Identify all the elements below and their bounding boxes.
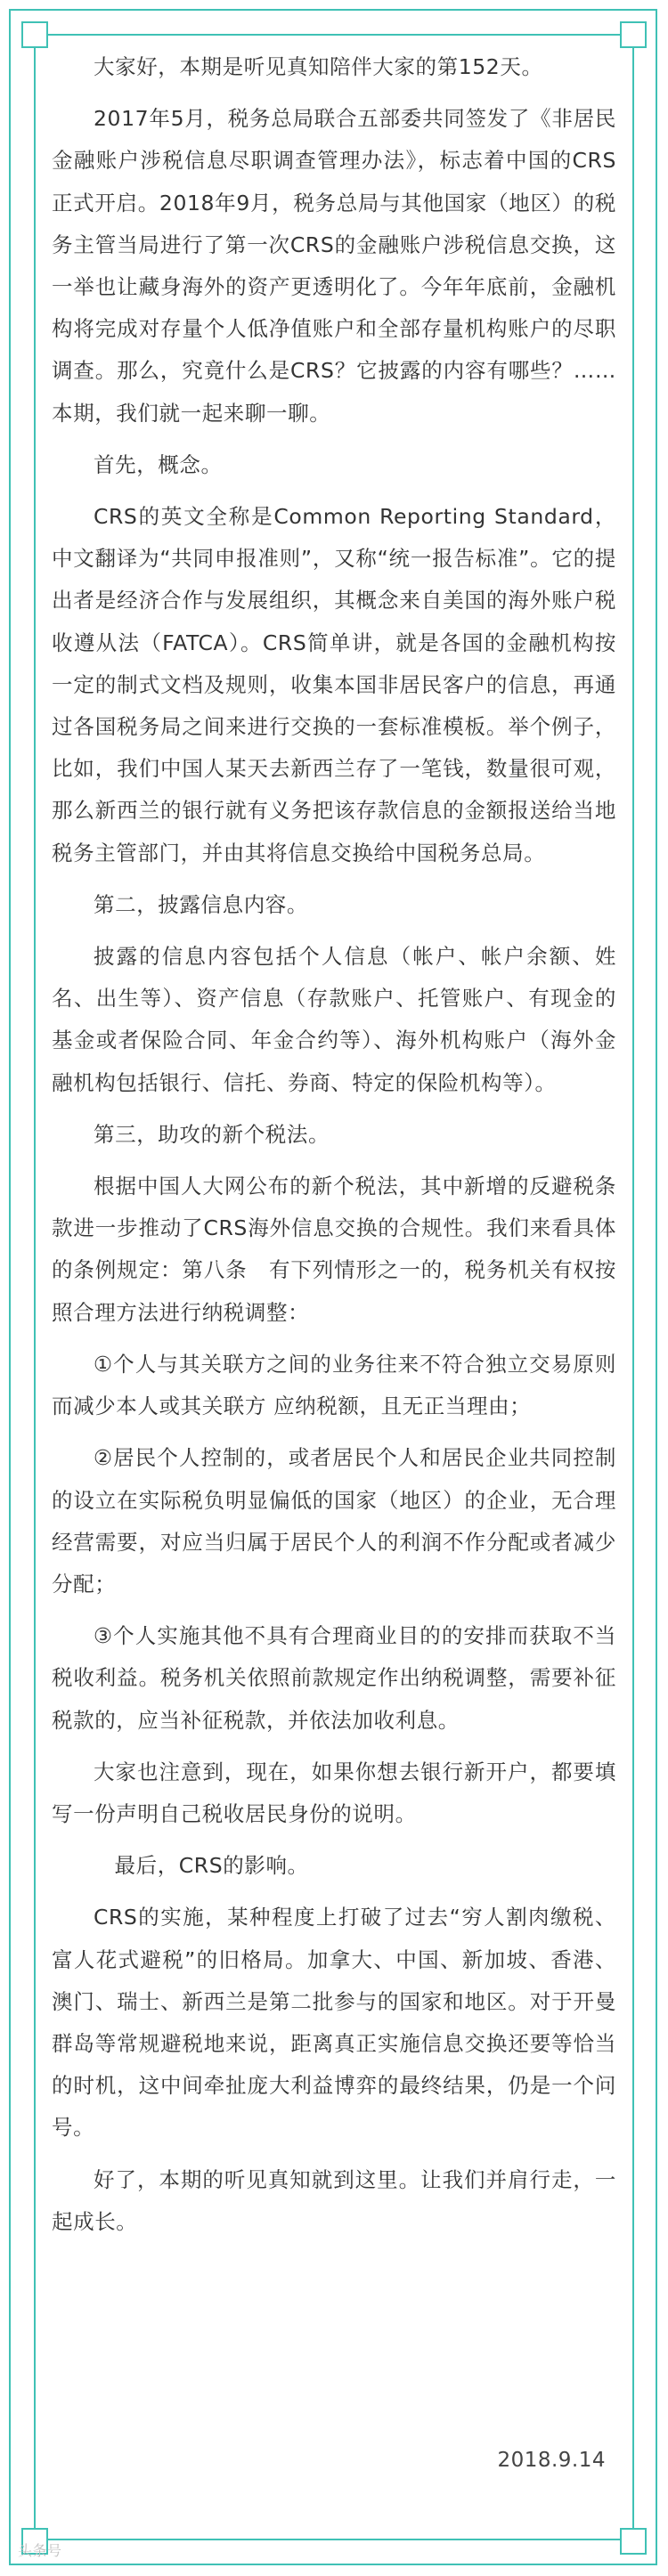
closing-paragraph: 好了，本期的听见真知就到这里。让我们并肩行走，一起成长。 bbox=[52, 2166, 616, 2234]
bank-account-note: 大家也注意到，现在，如果你想去银行新开户，都要填写一份声明自己税收居民身份的说明。 bbox=[52, 1759, 616, 1826]
disclosure-paragraph: 披露的信息内容包括个人信息（帐户、帐户余额、姓名、出生等）、资产信息（存款账户、托管账户、有现金的基金或者保险合同、年金合约等）、海外机构账户（海外金融机构包括银行、信托、券商、特定的保险机构等）。 bbox=[52, 944, 616, 1095]
concept-paragraph: CRS的英文全称是Common Reporting Standard，中文翻译为“共同申报准则”，又称“统一报告标准”。它的提出者是经济合作与发展组织，其概念来自美国的海外账户税收遵从法（FATCA）。CRS简单讲，就是各国的金融机构按一定的制式文档及规则，收集本国非居民客户的信息，再通过各国税务局之间来进行交换的一套标准模板。举个例子，比如，我们中国人某天去新西兰存了一笔钱，数量很可观，那么新西兰的银行就有义务把该存款信息的金额报送给当地税务主管部门，并由其将信息交换给中国税务总局。 bbox=[52, 504, 616, 865]
intro-paragraph: 2017年5月，税务总局联合五部委共同签发了《非居民金融账户涉税信息尽职调查管理办法》，标志着中国的CRS正式开启。2018年9月，税务总局与其他国家（地区）的税务主管当局进行了第一次CRS的金融账户涉税信息交换，这一举也让藏身海外的资产更透明化了。今年年底前，金融机构将完成对存量个人低净值账户和全部存量机构账户的尽职调查。那么，究竟什么是CRS？它披露的内容有哪些？……本期，我们就一起来聊一聊。 bbox=[52, 106, 616, 426]
corner-ornament-top-right bbox=[620, 21, 647, 48]
corner-ornament-top-left bbox=[21, 21, 48, 48]
article-body bbox=[52, 46, 616, 2253]
impact-paragraph: CRS的实施，某种程度上打破了过去“穷人割肉缴税、富人花式避税”的旧格局。加拿大、中国、新加坡、香港、澳门、瑞士、新西兰是第二批参与的国家和地区。对于开曼群岛等常规避税地来说，距离真正实施信息交换还要等恰当的时机，这中间牵扯庞大利益博弈的最终结果，仍是一个问号。 bbox=[52, 1905, 616, 2141]
rule-item-1: ①个人与其关联方之间的业务往来不符合独立交易原则而减少本人或其关联方 应纳税额，且无正当理由； bbox=[52, 1351, 616, 1419]
rule-item-2: ②居民个人控制的，或者居民个人和居民企业共同控制的设立在实际税负明显偏低的国家（地区）的企业，无合理经营需要，对应当归属于居民个人的利润不作分配或者减少分配； bbox=[52, 1445, 616, 1597]
publish-date: 2018.9.14 bbox=[497, 2449, 606, 2472]
section-heading-tax-law: 第三，助攻的新个税法。 bbox=[94, 1121, 330, 1147]
section-heading-concept: 首先，概念。 bbox=[94, 451, 223, 477]
rule-item-3: ③个人实施其他不具有合理商业目的的安排而获取不当税收利益。税务机关依照前款规定作出纳税调整，需要补征税款的，应当补征税款，并依法加收利息。 bbox=[52, 1623, 616, 1733]
section-heading-impact: 最后，CRS的影响。 bbox=[114, 1853, 309, 1879]
tax-law-paragraph: 根据中国人大网公布的新个税法，其中新增的反避税条款进一步推动了CRS海外信息交换的合规性。我们来看具体的条例规定：第八条 有下列情形之一的，税务机关有权按照合理方法进行纳税调整： bbox=[52, 1174, 616, 1325]
corner-ornament-bottom-right bbox=[620, 2528, 647, 2555]
greeting-paragraph: 大家好，本期是听见真知陪伴大家的第152天。 bbox=[94, 54, 543, 79]
section-heading-disclosure: 第二，披露信息内容。 bbox=[94, 891, 308, 917]
watermark-logo: 头条号 bbox=[18, 2542, 62, 2559]
